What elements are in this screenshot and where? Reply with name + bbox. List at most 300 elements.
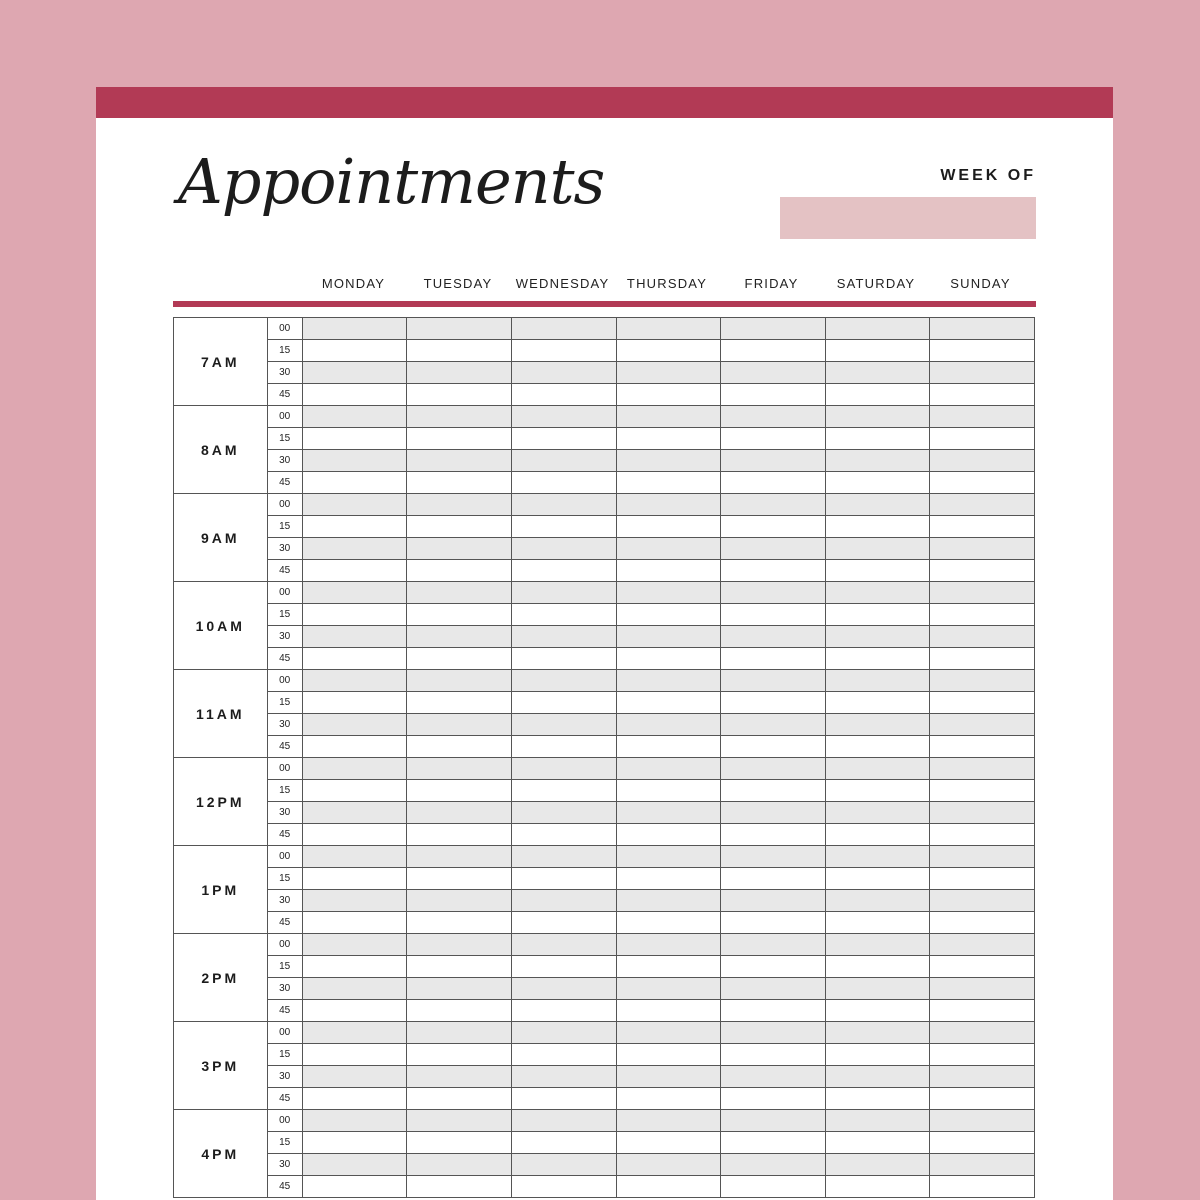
appointment-slot-wednesday[interactable] <box>511 450 616 472</box>
appointment-slot-monday[interactable] <box>302 670 407 692</box>
appointment-slot-wednesday[interactable] <box>511 692 616 714</box>
appointment-slot-thursday[interactable] <box>616 714 721 736</box>
appointment-slot-tuesday[interactable] <box>407 406 512 428</box>
appointment-slot-friday[interactable] <box>721 582 826 604</box>
appointment-slot-thursday[interactable] <box>616 494 721 516</box>
appointment-slot-friday[interactable] <box>721 978 826 1000</box>
appointment-slot-friday[interactable] <box>721 406 826 428</box>
appointment-slot-sunday[interactable] <box>930 1176 1035 1198</box>
appointment-slot-tuesday[interactable] <box>407 1044 512 1066</box>
appointment-slot-sunday[interactable] <box>930 450 1035 472</box>
minute-label: 30 <box>267 538 302 560</box>
appointment-slot-monday[interactable] <box>302 758 407 780</box>
appointment-slot-monday[interactable] <box>302 1066 407 1088</box>
appointment-slot-sunday[interactable] <box>930 978 1035 1000</box>
appointment-slot-tuesday[interactable] <box>407 1154 512 1176</box>
appointment-slot-saturday[interactable] <box>825 604 930 626</box>
appointment-slot-saturday[interactable] <box>825 450 930 472</box>
appointment-slot-saturday[interactable] <box>825 1066 930 1088</box>
appointment-slot-friday[interactable] <box>721 1066 826 1088</box>
appointment-slot-saturday[interactable] <box>825 780 930 802</box>
appointment-slot-monday[interactable] <box>302 406 407 428</box>
appointment-slot-friday[interactable] <box>721 428 826 450</box>
appointment-slot-monday[interactable] <box>302 912 407 934</box>
appointment-slot-wednesday[interactable] <box>511 824 616 846</box>
minute-label: 30 <box>267 978 302 1000</box>
appointment-slot-monday[interactable] <box>302 538 407 560</box>
appointment-slot-friday[interactable] <box>721 1044 826 1066</box>
appointment-slot-sunday[interactable] <box>930 406 1035 428</box>
appointment-slot-friday[interactable] <box>721 1176 826 1198</box>
appointment-slot-friday[interactable] <box>721 538 826 560</box>
appointment-slot-thursday[interactable] <box>616 428 721 450</box>
appointment-slot-monday[interactable] <box>302 714 407 736</box>
appointment-slot-sunday[interactable] <box>930 1000 1035 1022</box>
appointment-slot-tuesday[interactable] <box>407 516 512 538</box>
appointment-slot-saturday[interactable] <box>825 1176 930 1198</box>
appointment-slot-monday[interactable] <box>302 802 407 824</box>
time-row <box>174 736 1035 758</box>
appointment-slot-saturday[interactable] <box>825 1000 930 1022</box>
appointment-slot-thursday[interactable] <box>616 582 721 604</box>
appointment-slot-friday[interactable] <box>721 494 826 516</box>
appointment-slot-thursday[interactable] <box>616 1132 721 1154</box>
appointment-slot-tuesday[interactable] <box>407 472 512 494</box>
appointment-slot-thursday[interactable] <box>616 978 721 1000</box>
appointment-slot-wednesday[interactable] <box>511 802 616 824</box>
appointment-slot-tuesday[interactable] <box>407 824 512 846</box>
appointment-slot-sunday[interactable] <box>930 384 1035 406</box>
appointment-slot-friday[interactable] <box>721 802 826 824</box>
appointment-slot-thursday[interactable] <box>616 846 721 868</box>
appointment-slot-monday[interactable] <box>302 890 407 912</box>
appointment-slot-friday[interactable] <box>721 362 826 384</box>
appointment-slot-saturday[interactable] <box>825 1022 930 1044</box>
appointment-slot-sunday[interactable] <box>930 758 1035 780</box>
appointment-slot-thursday[interactable] <box>616 1044 721 1066</box>
appointment-slot-monday[interactable] <box>302 780 407 802</box>
minute-label: 00 <box>267 582 302 604</box>
appointment-slot-thursday[interactable] <box>616 956 721 978</box>
appointment-slot-wednesday[interactable] <box>511 1000 616 1022</box>
time-row <box>174 560 1035 582</box>
appointment-slot-thursday[interactable] <box>616 1110 721 1132</box>
appointment-slot-thursday[interactable] <box>616 1088 721 1110</box>
appointment-slot-wednesday[interactable] <box>511 1132 616 1154</box>
appointment-slot-wednesday[interactable] <box>511 934 616 956</box>
appointment-slot-friday[interactable] <box>721 890 826 912</box>
appointment-slot-wednesday[interactable] <box>511 1088 616 1110</box>
appointment-slot-wednesday[interactable] <box>511 648 616 670</box>
appointment-slot-friday[interactable] <box>721 670 826 692</box>
appointment-slot-wednesday[interactable] <box>511 494 616 516</box>
appointment-slot-thursday[interactable] <box>616 1154 721 1176</box>
appointment-slot-wednesday[interactable] <box>511 912 616 934</box>
appointment-slot-monday[interactable] <box>302 692 407 714</box>
appointment-slot-friday[interactable] <box>721 318 826 340</box>
appointment-slot-monday[interactable] <box>302 516 407 538</box>
appointment-slot-wednesday[interactable] <box>511 868 616 890</box>
appointment-slot-sunday[interactable] <box>930 780 1035 802</box>
appointment-slot-saturday[interactable] <box>825 1154 930 1176</box>
appointment-slot-tuesday[interactable] <box>407 1066 512 1088</box>
time-row <box>174 824 1035 846</box>
appointment-slot-wednesday[interactable] <box>511 670 616 692</box>
appointment-slot-monday[interactable] <box>302 384 407 406</box>
appointment-slot-tuesday[interactable] <box>407 758 512 780</box>
appointment-slot-saturday[interactable] <box>825 714 930 736</box>
appointment-slot-wednesday[interactable] <box>511 384 616 406</box>
appointment-slot-monday[interactable] <box>302 450 407 472</box>
appointment-slot-sunday[interactable] <box>930 692 1035 714</box>
appointment-slot-saturday[interactable] <box>825 758 930 780</box>
appointment-slot-tuesday[interactable] <box>407 670 512 692</box>
appointment-slot-thursday[interactable] <box>616 538 721 560</box>
appointment-slot-monday[interactable] <box>302 1000 407 1022</box>
appointment-slot-thursday[interactable] <box>616 780 721 802</box>
appointment-slot-thursday[interactable] <box>616 1022 721 1044</box>
appointment-slot-monday[interactable] <box>302 934 407 956</box>
week-of-label: WEEK OF <box>940 167 1036 184</box>
appointment-slot-wednesday[interactable] <box>511 758 616 780</box>
appointment-slot-thursday[interactable] <box>616 340 721 362</box>
appointment-slot-friday[interactable] <box>721 604 826 626</box>
appointment-slot-sunday[interactable] <box>930 1022 1035 1044</box>
appointment-slot-sunday[interactable] <box>930 1066 1035 1088</box>
appointment-slot-sunday[interactable] <box>930 626 1035 648</box>
appointment-slot-thursday[interactable] <box>616 912 721 934</box>
appointment-slot-friday[interactable] <box>721 626 826 648</box>
appointment-slot-tuesday[interactable] <box>407 846 512 868</box>
appointment-slot-monday[interactable] <box>302 1088 407 1110</box>
appointment-slot-saturday[interactable] <box>825 340 930 362</box>
appointment-slot-tuesday[interactable] <box>407 582 512 604</box>
appointment-slot-thursday[interactable] <box>616 758 721 780</box>
appointment-slot-friday[interactable] <box>721 648 826 670</box>
appointment-slot-friday[interactable] <box>721 956 826 978</box>
appointment-slot-thursday[interactable] <box>616 560 721 582</box>
appointment-slot-monday[interactable] <box>302 318 407 340</box>
appointment-slot-sunday[interactable] <box>930 516 1035 538</box>
appointment-slot-friday[interactable] <box>721 516 826 538</box>
appointment-slot-friday[interactable] <box>721 1022 826 1044</box>
appointment-slot-tuesday[interactable] <box>407 450 512 472</box>
appointment-slot-saturday[interactable] <box>825 934 930 956</box>
appointment-slot-tuesday[interactable] <box>407 714 512 736</box>
appointment-slot-monday[interactable] <box>302 494 407 516</box>
appointment-slot-saturday[interactable] <box>825 582 930 604</box>
day-header-wednesday: WEDNESDAY <box>515 276 610 291</box>
appointment-slot-monday[interactable] <box>302 1022 407 1044</box>
appointment-slot-saturday[interactable] <box>825 1110 930 1132</box>
appointment-slot-wednesday[interactable] <box>511 1022 616 1044</box>
appointment-slot-thursday[interactable] <box>616 318 721 340</box>
appointment-slot-sunday[interactable] <box>930 714 1035 736</box>
appointment-slot-friday[interactable] <box>721 384 826 406</box>
appointment-slot-tuesday[interactable] <box>407 1022 512 1044</box>
header-divider <box>173 301 1036 307</box>
appointment-slot-friday[interactable] <box>721 934 826 956</box>
appointment-slot-sunday[interactable] <box>930 538 1035 560</box>
appointment-slot-friday[interactable] <box>721 560 826 582</box>
appointment-slot-sunday[interactable] <box>930 1132 1035 1154</box>
appointment-slot-tuesday[interactable] <box>407 1176 512 1198</box>
appointment-slot-friday[interactable] <box>721 340 826 362</box>
appointment-slot-sunday[interactable] <box>930 472 1035 494</box>
appointment-slot-saturday[interactable] <box>825 1044 930 1066</box>
appointment-slot-saturday[interactable] <box>825 978 930 1000</box>
appointment-slot-saturday[interactable] <box>825 912 930 934</box>
appointment-slot-tuesday[interactable] <box>407 956 512 978</box>
appointment-slot-saturday[interactable] <box>825 318 930 340</box>
time-row <box>174 1000 1035 1022</box>
appointment-slot-monday[interactable] <box>302 736 407 758</box>
appointment-slot-friday[interactable] <box>721 824 826 846</box>
appointment-slot-saturday[interactable] <box>825 868 930 890</box>
appointment-slot-wednesday[interactable] <box>511 978 616 1000</box>
appointment-slot-monday[interactable] <box>302 956 407 978</box>
appointment-slot-friday[interactable] <box>721 1000 826 1022</box>
appointment-slot-thursday[interactable] <box>616 890 721 912</box>
appointment-slot-thursday[interactable] <box>616 384 721 406</box>
appointment-slot-saturday[interactable] <box>825 560 930 582</box>
appointment-slot-monday[interactable] <box>302 428 407 450</box>
appointment-slot-tuesday[interactable] <box>407 428 512 450</box>
appointment-slot-saturday[interactable] <box>825 516 930 538</box>
appointment-slot-tuesday[interactable] <box>407 560 512 582</box>
appointment-slot-monday[interactable] <box>302 1132 407 1154</box>
appointment-slot-monday[interactable] <box>302 1176 407 1198</box>
appointment-slot-tuesday[interactable] <box>407 538 512 560</box>
appointment-slot-thursday[interactable] <box>616 868 721 890</box>
appointment-slot-friday[interactable] <box>721 692 826 714</box>
appointment-slot-tuesday[interactable] <box>407 802 512 824</box>
hour-label: 7AM <box>174 318 268 406</box>
appointment-slot-monday[interactable] <box>302 1154 407 1176</box>
appointment-slot-saturday[interactable] <box>825 626 930 648</box>
appointment-slot-saturday[interactable] <box>825 472 930 494</box>
appointment-slot-thursday[interactable] <box>616 362 721 384</box>
appointment-slot-sunday[interactable] <box>930 824 1035 846</box>
appointment-slot-thursday[interactable] <box>616 934 721 956</box>
appointment-slot-monday[interactable] <box>302 472 407 494</box>
appointment-slot-saturday[interactable] <box>825 362 930 384</box>
appointment-slot-sunday[interactable] <box>930 1110 1035 1132</box>
appointment-slot-thursday[interactable] <box>616 604 721 626</box>
appointment-slot-sunday[interactable] <box>930 648 1035 670</box>
appointment-slot-friday[interactable] <box>721 758 826 780</box>
appointment-slot-tuesday[interactable] <box>407 978 512 1000</box>
appointment-slot-monday[interactable] <box>302 626 407 648</box>
appointment-slot-thursday[interactable] <box>616 648 721 670</box>
appointment-slot-monday[interactable] <box>302 362 407 384</box>
appointment-slot-saturday[interactable] <box>825 648 930 670</box>
minute-label: 45 <box>267 1000 302 1022</box>
appointment-slot-monday[interactable] <box>302 604 407 626</box>
time-row <box>174 1154 1035 1176</box>
appointment-slot-monday[interactable] <box>302 868 407 890</box>
appointment-slot-friday[interactable] <box>721 714 826 736</box>
appointment-slot-thursday[interactable] <box>616 1176 721 1198</box>
appointment-slot-sunday[interactable] <box>930 340 1035 362</box>
appointment-slot-thursday[interactable] <box>616 626 721 648</box>
appointment-slot-wednesday[interactable] <box>511 846 616 868</box>
appointment-slot-thursday[interactable] <box>616 406 721 428</box>
appointment-slot-friday[interactable] <box>721 1088 826 1110</box>
minute-label: 15 <box>267 692 302 714</box>
appointment-slot-wednesday[interactable] <box>511 318 616 340</box>
appointment-slot-friday[interactable] <box>721 1110 826 1132</box>
appointment-slot-wednesday[interactable] <box>511 1110 616 1132</box>
appointment-slot-sunday[interactable] <box>930 670 1035 692</box>
appointment-slot-sunday[interactable] <box>930 912 1035 934</box>
appointment-slot-sunday[interactable] <box>930 736 1035 758</box>
appointment-slot-saturday[interactable] <box>825 802 930 824</box>
appointment-slot-thursday[interactable] <box>616 736 721 758</box>
appointment-slot-sunday[interactable] <box>930 846 1035 868</box>
time-row <box>174 494 1035 516</box>
appointment-slot-saturday[interactable] <box>825 384 930 406</box>
appointment-slot-saturday[interactable] <box>825 494 930 516</box>
appointment-slot-friday[interactable] <box>721 780 826 802</box>
appointment-slot-saturday[interactable] <box>825 1132 930 1154</box>
week-of-field[interactable] <box>780 197 1036 239</box>
time-row <box>174 912 1035 934</box>
appointment-slot-thursday[interactable] <box>616 1066 721 1088</box>
appointment-slot-wednesday[interactable] <box>511 714 616 736</box>
appointment-slot-thursday[interactable] <box>616 692 721 714</box>
appointment-slot-sunday[interactable] <box>930 428 1035 450</box>
appointment-slot-wednesday[interactable] <box>511 340 616 362</box>
appointment-slot-sunday[interactable] <box>930 318 1035 340</box>
appointment-slot-monday[interactable] <box>302 1110 407 1132</box>
appointment-slot-wednesday[interactable] <box>511 626 616 648</box>
appointment-slot-tuesday[interactable] <box>407 934 512 956</box>
appointment-slot-sunday[interactable] <box>930 1044 1035 1066</box>
appointment-slot-wednesday[interactable] <box>511 472 616 494</box>
appointment-slot-thursday[interactable] <box>616 472 721 494</box>
appointment-slot-thursday[interactable] <box>616 670 721 692</box>
appointment-slot-tuesday[interactable] <box>407 780 512 802</box>
appointment-slot-wednesday[interactable] <box>511 560 616 582</box>
appointment-slot-saturday[interactable] <box>825 1088 930 1110</box>
appointment-slot-wednesday[interactable] <box>511 780 616 802</box>
appointment-slot-friday[interactable] <box>721 846 826 868</box>
appointment-slot-sunday[interactable] <box>930 494 1035 516</box>
appointment-slot-saturday[interactable] <box>825 670 930 692</box>
appointment-slot-tuesday[interactable] <box>407 1088 512 1110</box>
appointment-slot-friday[interactable] <box>721 736 826 758</box>
top-accent-band <box>96 87 1113 118</box>
appointment-slot-saturday[interactable] <box>825 406 930 428</box>
time-row <box>174 956 1035 978</box>
appointment-slot-sunday[interactable] <box>930 1088 1035 1110</box>
appointment-slot-wednesday[interactable] <box>511 428 616 450</box>
appointment-slot-monday[interactable] <box>302 648 407 670</box>
appointment-slot-saturday[interactable] <box>825 538 930 560</box>
appointment-slot-wednesday[interactable] <box>511 1154 616 1176</box>
appointment-slot-tuesday[interactable] <box>407 1000 512 1022</box>
appointment-slot-saturday[interactable] <box>825 846 930 868</box>
appointment-slot-tuesday[interactable] <box>407 318 512 340</box>
appointment-slot-thursday[interactable] <box>616 450 721 472</box>
appointment-slot-monday[interactable] <box>302 824 407 846</box>
appointment-slot-wednesday[interactable] <box>511 956 616 978</box>
appointment-slot-saturday[interactable] <box>825 890 930 912</box>
appointment-slot-monday[interactable] <box>302 1044 407 1066</box>
appointment-slot-wednesday[interactable] <box>511 516 616 538</box>
appointment-slot-sunday[interactable] <box>930 362 1035 384</box>
appointment-slot-saturday[interactable] <box>825 428 930 450</box>
appointment-slot-saturday[interactable] <box>825 736 930 758</box>
appointment-slot-tuesday[interactable] <box>407 890 512 912</box>
appointment-slot-tuesday[interactable] <box>407 604 512 626</box>
appointment-slot-sunday[interactable] <box>930 956 1035 978</box>
appointment-slot-sunday[interactable] <box>930 582 1035 604</box>
appointment-slot-friday[interactable] <box>721 1154 826 1176</box>
appointment-slot-saturday[interactable] <box>825 824 930 846</box>
appointment-slot-sunday[interactable] <box>930 560 1035 582</box>
appointment-slot-wednesday[interactable] <box>511 1066 616 1088</box>
appointment-slot-tuesday[interactable] <box>407 648 512 670</box>
appointment-slot-wednesday[interactable] <box>511 582 616 604</box>
appointment-slot-wednesday[interactable] <box>511 538 616 560</box>
appointment-slot-monday[interactable] <box>302 978 407 1000</box>
appointment-slot-wednesday[interactable] <box>511 890 616 912</box>
appointment-slot-monday[interactable] <box>302 846 407 868</box>
appointment-slot-sunday[interactable] <box>930 934 1035 956</box>
appointment-slot-monday[interactable] <box>302 582 407 604</box>
appointment-slot-thursday[interactable] <box>616 824 721 846</box>
appointment-slot-wednesday[interactable] <box>511 406 616 428</box>
appointment-slot-friday[interactable] <box>721 1132 826 1154</box>
appointment-slot-monday[interactable] <box>302 340 407 362</box>
appointment-slot-thursday[interactable] <box>616 802 721 824</box>
appointment-slot-sunday[interactable] <box>930 802 1035 824</box>
appointment-slot-sunday[interactable] <box>930 868 1035 890</box>
appointment-slot-friday[interactable] <box>721 450 826 472</box>
appointment-slot-thursday[interactable] <box>616 1000 721 1022</box>
appointment-slot-sunday[interactable] <box>930 604 1035 626</box>
minute-label: 45 <box>267 824 302 846</box>
appointment-slot-tuesday[interactable] <box>407 362 512 384</box>
appointment-slot-friday[interactable] <box>721 912 826 934</box>
appointment-slot-sunday[interactable] <box>930 890 1035 912</box>
appointment-slot-tuesday[interactable] <box>407 384 512 406</box>
appointment-slot-friday[interactable] <box>721 868 826 890</box>
appointment-slot-wednesday[interactable] <box>511 736 616 758</box>
appointment-slot-tuesday[interactable] <box>407 692 512 714</box>
appointment-slot-tuesday[interactable] <box>407 626 512 648</box>
appointment-slot-tuesday[interactable] <box>407 912 512 934</box>
appointment-slot-saturday[interactable] <box>825 956 930 978</box>
appointment-slot-tuesday[interactable] <box>407 736 512 758</box>
appointment-slot-tuesday[interactable] <box>407 1110 512 1132</box>
appointment-slot-wednesday[interactable] <box>511 362 616 384</box>
appointment-slot-tuesday[interactable] <box>407 494 512 516</box>
appointment-slot-saturday[interactable] <box>825 692 930 714</box>
appointment-slot-friday[interactable] <box>721 472 826 494</box>
appointment-slot-tuesday[interactable] <box>407 868 512 890</box>
appointment-slot-tuesday[interactable] <box>407 1132 512 1154</box>
appointment-slot-thursday[interactable] <box>616 516 721 538</box>
appointment-slot-wednesday[interactable] <box>511 604 616 626</box>
appointment-slot-monday[interactable] <box>302 560 407 582</box>
appointment-slot-wednesday[interactable] <box>511 1044 616 1066</box>
appointment-slot-wednesday[interactable] <box>511 1176 616 1198</box>
appointment-slot-sunday[interactable] <box>930 1154 1035 1176</box>
appointment-slot-tuesday[interactable] <box>407 340 512 362</box>
